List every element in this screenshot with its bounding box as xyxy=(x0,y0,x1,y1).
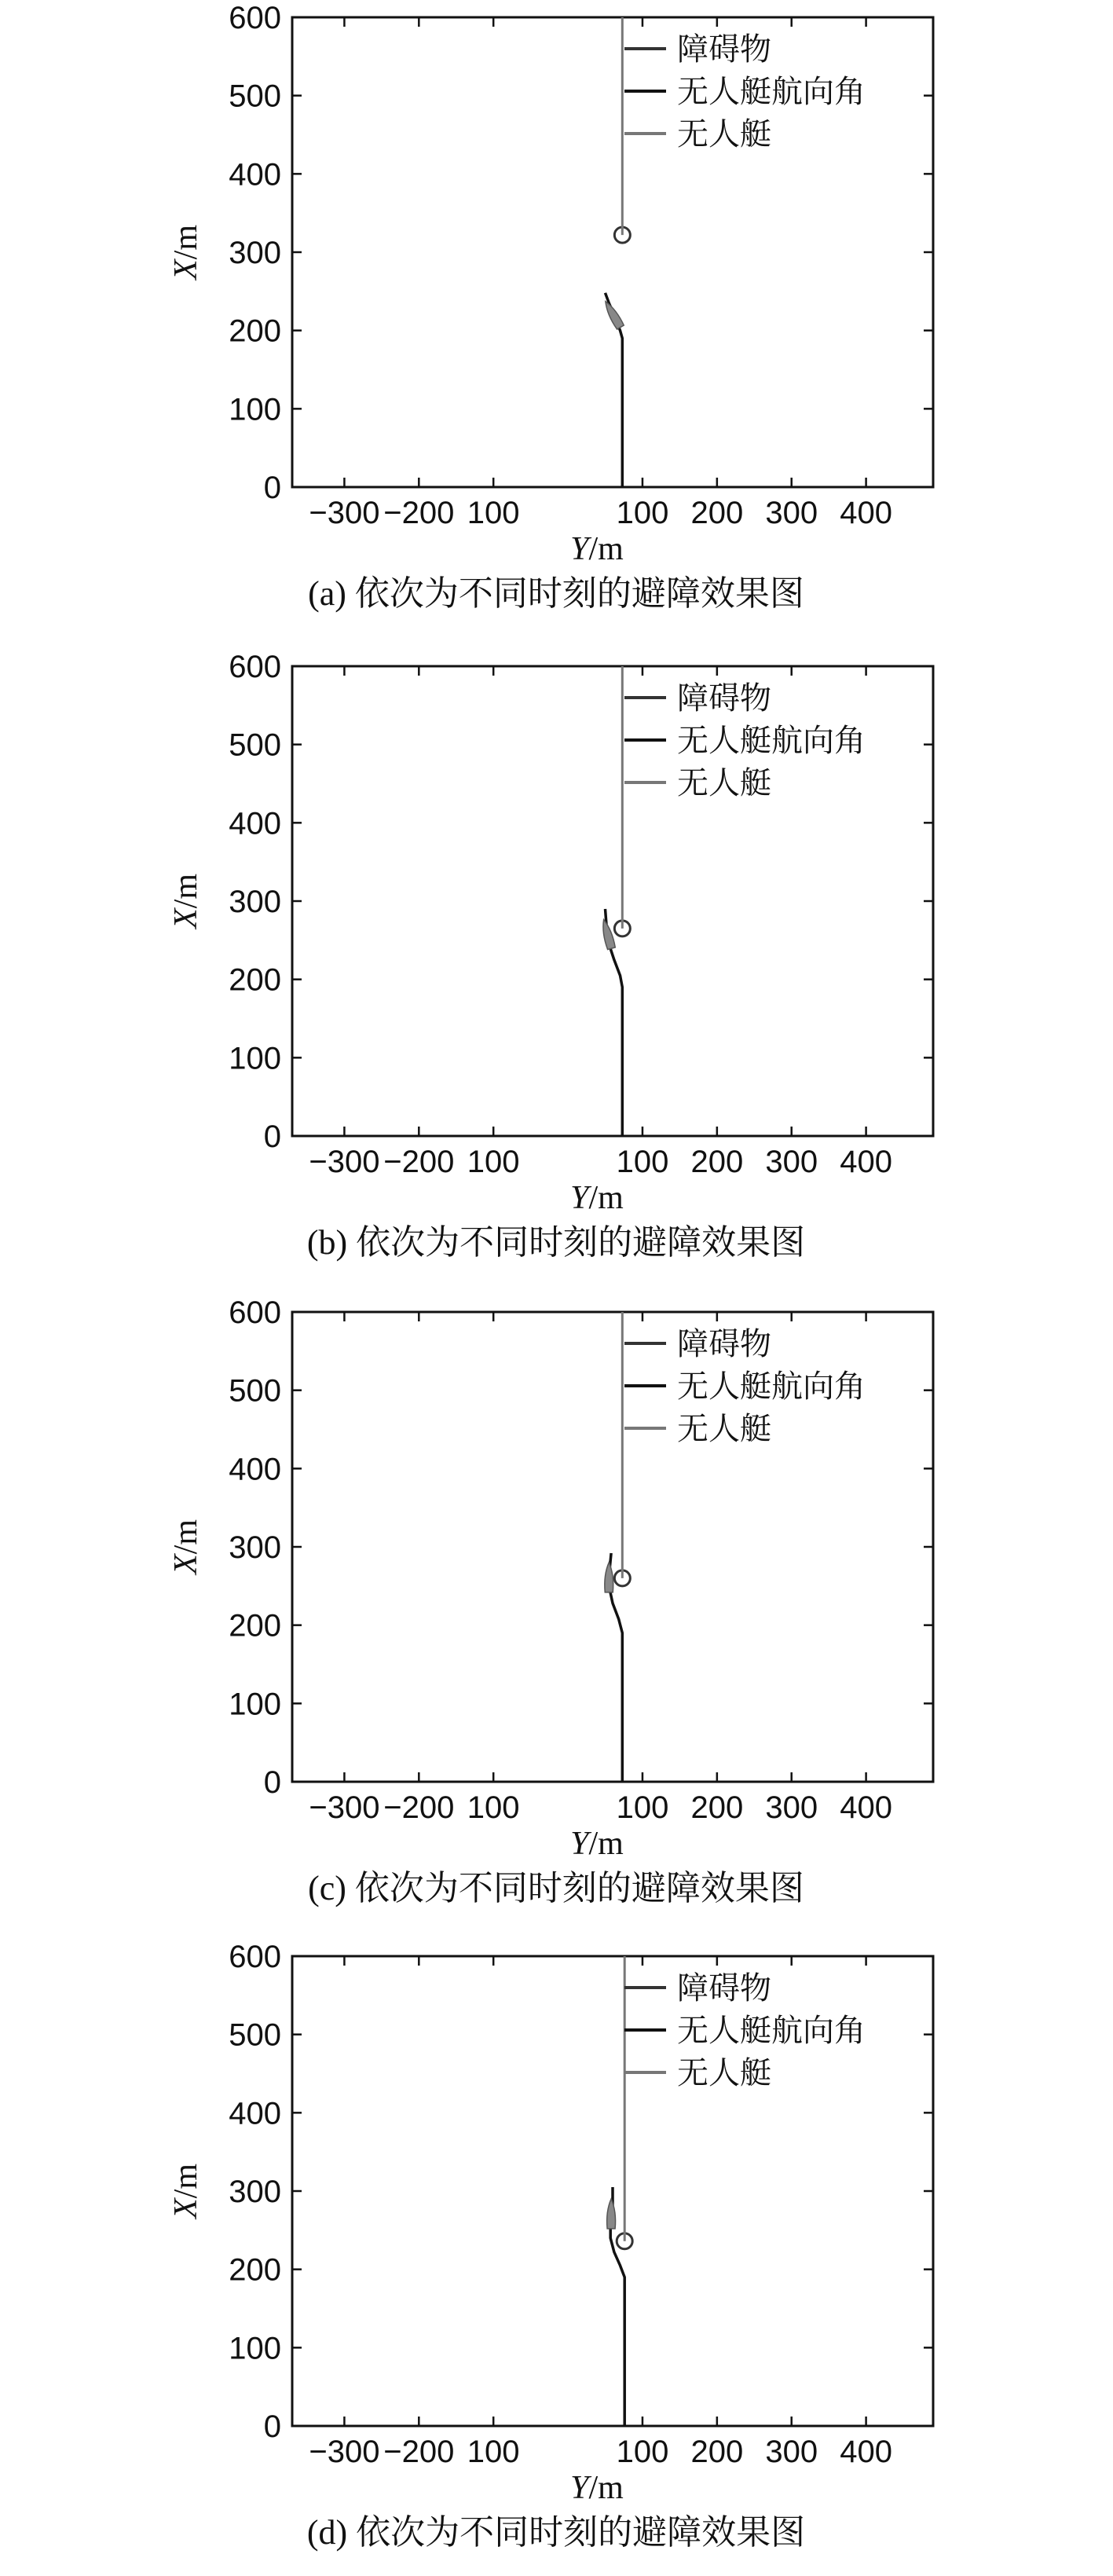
y-axis-label xyxy=(168,1519,204,1576)
legend-label: 无人艇航向角 xyxy=(677,723,866,759)
x-tick-label: −300 xyxy=(309,1790,380,1825)
x-tick-label: 200 xyxy=(690,2435,744,2469)
x-tick-label: −300 xyxy=(309,2435,380,2469)
y-tick-label: 300 xyxy=(229,1530,281,1565)
x-tick-label: −200 xyxy=(383,1790,455,1825)
y-tick-label: 200 xyxy=(229,313,281,349)
x-tick-label: 100 xyxy=(616,1145,669,1179)
x-axis-var: Y xyxy=(570,2470,589,2506)
y-axis-unit: /m xyxy=(168,225,204,260)
x-axis-label xyxy=(570,1180,624,1216)
legend-label: 无人艇航向角 xyxy=(677,2013,866,2049)
y-tick-label: 400 xyxy=(229,806,281,841)
y-axis-unit: /m xyxy=(168,1519,204,1555)
y-tick-label: 100 xyxy=(229,1041,281,1076)
x-tick-label: 200 xyxy=(690,1790,744,1825)
x-tick-label: 100 xyxy=(616,1790,669,1825)
y-tick-label: 600 xyxy=(229,1295,281,1330)
x-tick-label: −200 xyxy=(383,1145,455,1179)
y-tick-label: 100 xyxy=(229,1687,281,1722)
figure-caption: (a) 依次为不同时刻的避障效果图 xyxy=(308,574,804,613)
y-tick-label: 100 xyxy=(229,392,281,427)
y-axis-label xyxy=(168,874,204,930)
y-tick-label: 500 xyxy=(229,727,281,763)
figure-caption: (c) 依次为不同时刻的避障效果图 xyxy=(308,1869,804,1907)
legend-label: 障碍物 xyxy=(677,1326,771,1362)
x-axis-label xyxy=(570,1826,624,1862)
x-tick-label: 300 xyxy=(765,1145,818,1179)
y-axis-label xyxy=(168,225,204,281)
y-tick-label: 200 xyxy=(229,962,281,998)
legend-label: 无人艇航向角 xyxy=(677,1369,866,1405)
x-tick-label: 400 xyxy=(840,496,892,530)
y-axis-var: X xyxy=(168,259,204,280)
figure-caption: (d) 依次为不同时刻的避障效果图 xyxy=(306,2513,806,2552)
x-tick-label: −200 xyxy=(383,2435,455,2469)
figure-caption: (b) 依次为不同时刻的避障效果图 xyxy=(306,1223,806,1262)
y-tick-label: 300 xyxy=(229,236,281,270)
y-tick-label: 400 xyxy=(229,1452,281,1487)
x-axis-label xyxy=(570,2470,624,2506)
x-tick-label: −200 xyxy=(383,496,455,530)
y-axis-var: X xyxy=(168,2198,204,2219)
y-tick-label: 200 xyxy=(229,2252,281,2288)
y-axis-unit: /m xyxy=(168,874,204,909)
x-axis-var: Y xyxy=(570,531,589,567)
x-tick-label: 300 xyxy=(765,496,818,530)
x-tick-label: 300 xyxy=(765,2435,818,2469)
y-axis-label xyxy=(168,2164,204,2220)
x-axis-unit: /m xyxy=(588,2470,624,2506)
legend-label: 无人艇航向角 xyxy=(677,74,866,110)
y-tick-label: 500 xyxy=(229,2017,281,2053)
x-tick-label: 100 xyxy=(616,496,669,530)
legend-label: 障碍物 xyxy=(677,680,771,716)
y-axis-var: X xyxy=(168,1554,204,1574)
legend-label: 无人艇 xyxy=(677,116,771,152)
y-tick-label: 0 xyxy=(263,471,281,505)
x-tick-label: 200 xyxy=(690,1145,744,1179)
y-tick-label: 400 xyxy=(229,2096,281,2131)
y-tick-label: 300 xyxy=(229,885,281,919)
legend-label: 无人艇 xyxy=(677,2055,771,2091)
x-tick-label: 100 xyxy=(467,1145,520,1179)
x-tick-label: 100 xyxy=(467,1790,520,1825)
x-axis-unit: /m xyxy=(588,1180,624,1216)
x-tick-label: −300 xyxy=(309,1145,380,1179)
x-axis-label xyxy=(570,531,624,567)
x-axis-var: Y xyxy=(570,1180,589,1216)
y-tick-label: 0 xyxy=(263,1119,281,1154)
y-tick-label: 500 xyxy=(229,79,281,114)
x-tick-label: 100 xyxy=(467,496,520,530)
x-tick-label: 400 xyxy=(840,1790,892,1825)
y-tick-label: 200 xyxy=(229,1608,281,1643)
y-tick-label: 0 xyxy=(263,1765,281,1800)
y-tick-label: 400 xyxy=(229,157,281,192)
x-tick-label: 400 xyxy=(840,1145,892,1179)
y-axis-var: X xyxy=(168,908,204,929)
y-tick-label: 600 xyxy=(229,650,281,684)
legend-label: 障碍物 xyxy=(677,31,771,68)
x-axis-var: Y xyxy=(570,1826,589,1862)
y-tick-label: 500 xyxy=(229,1373,281,1409)
x-tick-label: −300 xyxy=(309,496,380,530)
y-tick-label: 0 xyxy=(263,2409,281,2444)
legend-label: 障碍物 xyxy=(677,1970,771,2006)
x-tick-label: 300 xyxy=(765,1790,818,1825)
y-axis-unit: /m xyxy=(168,2164,204,2199)
x-axis-unit: /m xyxy=(588,1826,624,1862)
y-tick-label: 600 xyxy=(229,1,281,35)
y-tick-label: 600 xyxy=(229,1940,281,1974)
x-tick-label: 100 xyxy=(467,2435,520,2469)
x-tick-label: 200 xyxy=(690,496,744,530)
x-axis-unit: /m xyxy=(588,531,624,567)
legend-label: 无人艇 xyxy=(677,765,771,801)
x-tick-label: 100 xyxy=(616,2435,669,2469)
legend-label: 无人艇 xyxy=(677,1411,771,1447)
y-tick-label: 100 xyxy=(229,2331,281,2366)
x-tick-label: 400 xyxy=(840,2435,892,2469)
y-tick-label: 300 xyxy=(229,2175,281,2209)
